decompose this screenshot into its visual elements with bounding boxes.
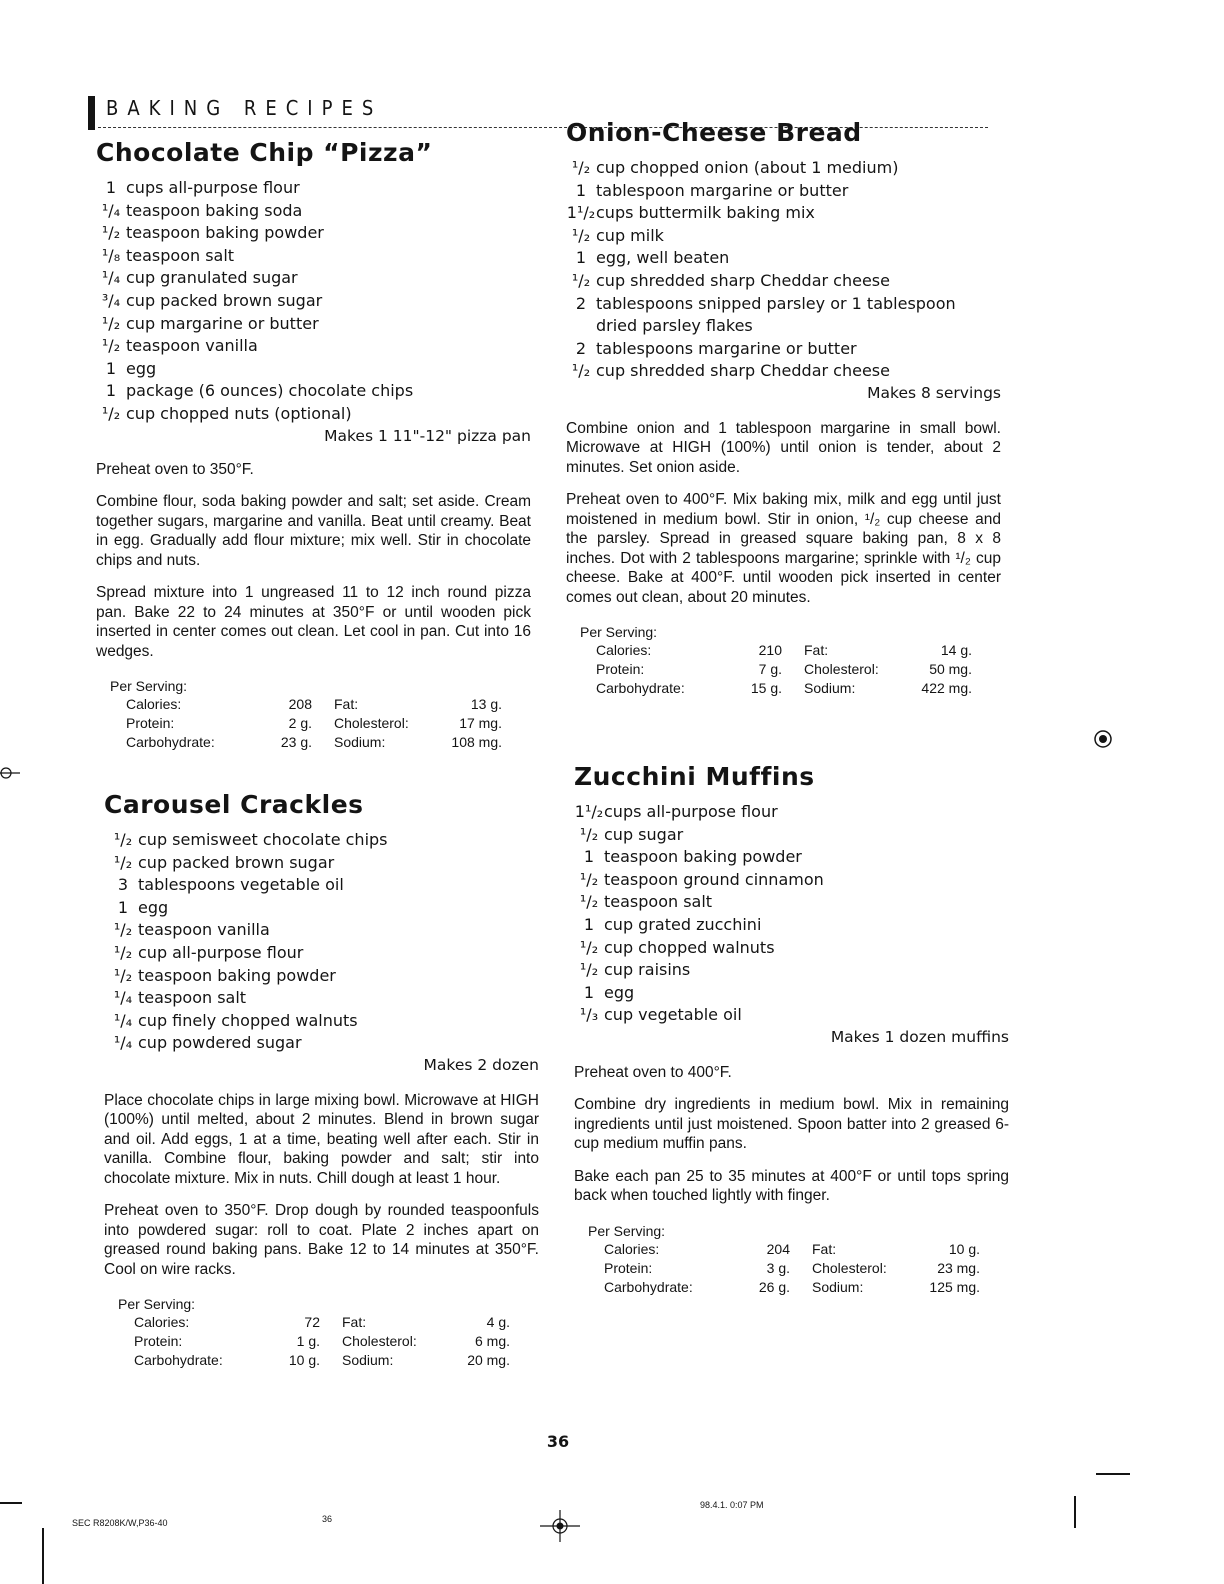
nutrient-value: 14 g.: [940, 642, 972, 659]
nutrient-label: Calories:: [134, 1314, 190, 1331]
nutrient-label: Calories:: [126, 696, 182, 713]
ingredient-quantity: ¹/₄: [101, 200, 121, 220]
crosshair-mark-icon: [540, 1510, 580, 1542]
ingredient-text: cup finely chopped walnuts: [138, 1010, 358, 1030]
recipe-step: Combine flour, soda baking powder and salt; set aside. Cream together sugars, margarine and vanilla. Beat until creamy. Beat in egg. Gradually add flour mixture; mix well. Stir in chocolate chips and nuts.: [96, 493, 531, 569]
ingredient-quantity: ³/₄: [101, 290, 121, 310]
ingredient-text: cup granulated sugar: [126, 268, 298, 288]
ingredient-item: [108, 942, 539, 965]
recipe-step: Combine dry ingredients in medium bowl. Mix in remaining ingredients until just moistened. Spoon batter into 2 greased 6-cup medium muffin pans.: [574, 1096, 1009, 1153]
header-bar: [88, 96, 95, 130]
ingredient-list: [566, 157, 1001, 383]
nutrition-row: [604, 1240, 980, 1259]
ingredient-quantity: ¹/₂: [579, 937, 599, 957]
ingredient-text: tablespoons margarine or butter: [596, 338, 857, 358]
nutrition-row: [126, 733, 502, 752]
ingredient-text: cup raisins: [604, 960, 691, 980]
ingredient-quantity: ¹/₂: [113, 830, 133, 849]
ingredient-quantity: 1¹/₂: [566, 203, 596, 223]
recipe-steps: [96, 460, 531, 662]
recipe-step: Preheat oven to 400°F.: [574, 1063, 732, 1081]
ingredient-item: [574, 869, 1009, 892]
nutrient-label: Cholesterol:: [804, 661, 879, 678]
ingredient-item: [574, 982, 1009, 1005]
ingredient-item: [566, 270, 1001, 293]
trim-mark: [42, 1528, 44, 1584]
ingredient-quantity: ¹/₂: [113, 942, 133, 962]
trim-mark: [1074, 1496, 1076, 1528]
ingredient-item: [574, 1004, 1009, 1027]
ingredient-quantity: ¹/₂: [113, 920, 133, 940]
ingredient-item: [566, 360, 1001, 383]
ingredient-text: teaspoon baking powder: [126, 223, 324, 243]
ingredient-item: [108, 874, 539, 897]
ingredient-text: cup shredded sharp Cheddar cheese: [596, 361, 890, 381]
nutrient-value: 50 mg.: [929, 661, 972, 678]
nutrient-value: 208: [288, 696, 312, 713]
ingredient-text: tablespoons snipped parsley or 1 tablespoon dried parsley flakes: [596, 293, 956, 336]
nutrient-label: Protein:: [134, 1333, 183, 1350]
nutrition-row: [596, 641, 972, 660]
ingredient-item: [574, 846, 1009, 869]
ingredient-text: teaspoon salt: [138, 988, 247, 1008]
nutrient-value: 13 g.: [470, 696, 502, 713]
ingredient-quantity: ¹/₂: [571, 361, 591, 381]
recipe-title: Onion-Cheese Bread: [566, 118, 862, 147]
ingredient-text: egg, well beaten: [596, 248, 730, 268]
nutrient-value: 17 mg.: [459, 715, 502, 732]
ingredient-item: [566, 157, 1001, 180]
ingredient-text: teaspoon vanilla: [126, 336, 258, 356]
nutrient-value: 1 g.: [296, 1333, 320, 1350]
nutrition-row: [604, 1259, 980, 1278]
ingredient-text: cups all-purpose flour: [126, 178, 300, 197]
recipe-title: Zucchini Muffins: [574, 762, 815, 791]
ingredient-quantity: ¹/₂: [101, 223, 121, 243]
recipe-steps: [104, 1091, 539, 1280]
ingredient-text: cup chopped walnuts: [604, 937, 775, 957]
nutrient-label: Carbohydrate:: [134, 1352, 223, 1369]
ingredient-quantity: 1: [583, 982, 595, 1002]
nutrition-table: [134, 1313, 510, 1370]
ingredient-quantity: ¹/₂: [579, 824, 599, 844]
nutrient-label: Fat:: [342, 1314, 367, 1331]
ingredient-item: [566, 338, 1001, 361]
ingredient-text: cup vegetable oil: [604, 1005, 742, 1025]
nutrient-label: Calories:: [604, 1240, 660, 1257]
ingredient-item: [96, 380, 531, 403]
trim-mark: [1096, 1473, 1130, 1475]
ingredient-quantity: 1: [583, 847, 595, 867]
nutrition-row: [126, 695, 502, 714]
nutrition-heading: Per Serving:: [118, 1296, 196, 1313]
nutrient-value: 422 mg.: [921, 680, 972, 697]
ingredient-text: cup sugar: [604, 824, 684, 844]
recipe-steps: [566, 419, 1001, 608]
ingredient-item: [574, 891, 1009, 914]
nutrient-value: 108 mg.: [451, 734, 502, 751]
nutrient-label: Carbohydrate:: [604, 1278, 693, 1295]
ingredient-quantity: ¹/₃: [579, 1005, 599, 1025]
trim-mark: [0, 1502, 22, 1504]
ingredient-item: [96, 177, 531, 200]
ingredient-text: tablespoon margarine or butter: [596, 180, 849, 200]
nutrient-value: 26 g.: [758, 1278, 790, 1295]
nutrient-value: 2 g.: [288, 715, 312, 732]
nutrient-label: Protein:: [596, 661, 645, 678]
ingredient-text: cup grated zucchini: [604, 914, 762, 934]
ingredient-quantity: ¹/₂: [571, 225, 591, 245]
ingredient-item: [96, 403, 531, 426]
ingredient-text: tablespoons vegetable oil: [138, 875, 344, 895]
ingredient-text: cup packed brown sugar: [126, 290, 323, 310]
nutrient-label: Fat:: [334, 696, 359, 713]
ingredient-item: [96, 335, 531, 358]
ingredient-item: [96, 290, 531, 313]
recipe-step: Preheat oven to 400°F. Mix baking mix, milk and egg until just moistened in medium bowl. Stir in onion, ¹/₂ cup cheese and the parsley. Spread in greased square baking pan, 8 x 8 inches. Dot with 2 tablespoons margarine; sprinkle with ¹/₂ cup cheese. Bake at 400°F. until wooden pick inserted in center comes out clean, about 20 minutes.: [566, 491, 1001, 606]
ingredient-text: cup milk: [596, 225, 664, 245]
ingredient-text: package (6 ounces) chocolate chips: [126, 381, 414, 401]
ingredient-quantity: ¹/₂: [101, 313, 121, 333]
ingredient-text: egg: [126, 358, 157, 378]
recipe-yield: Makes 1 dozen muffins: [830, 1027, 1009, 1046]
ingredient-quantity: ¹/₂: [113, 965, 133, 985]
ingredient-text: cup powdered sugar: [138, 1033, 302, 1053]
ingredient-text: egg: [604, 982, 635, 1002]
ingredient-text: teaspoon ground cinnamon: [604, 869, 824, 889]
nutrient-value: 4 g.: [486, 1314, 510, 1331]
nutrient-label: Sodium:: [804, 680, 856, 697]
ingredient-text: cup semisweet chocolate chips: [138, 830, 388, 849]
nutrient-value: 10 g.: [948, 1240, 980, 1257]
recipe-yield: Makes 2 dozen: [423, 1055, 539, 1074]
ingredient-list: [96, 177, 531, 426]
ingredient-quantity: ¹/₄: [113, 1033, 133, 1053]
ingredient-text: cup all-purpose flour: [138, 942, 304, 962]
ingredient-quantity: 1: [105, 178, 117, 197]
ingredient-item: [566, 293, 1001, 338]
recipe-step: Preheat oven to 350°F. Drop dough by rounded teaspoonfuls into powdered sugar: roll to coat. Plate 2 inches apart on greased round baking pans. Bake 12 to 14 minutes at 350°F. Cool on wire racks.: [104, 1202, 539, 1278]
ingredient-item: [96, 200, 531, 223]
nutrition-heading: Per Serving:: [580, 624, 658, 641]
nutrition-table: [596, 641, 972, 698]
nutrition-row: [134, 1313, 510, 1332]
nutrient-value: 23 g.: [280, 734, 312, 751]
ingredient-item: [574, 801, 1009, 824]
ingredient-quantity: ¹/₂: [579, 869, 599, 889]
ingredient-item: [108, 852, 539, 875]
ingredient-item: [566, 180, 1001, 203]
ingredient-quantity: 1: [105, 358, 117, 378]
ingredient-text: cup shredded sharp Cheddar cheese: [596, 270, 890, 290]
nutrient-label: Calories:: [596, 642, 652, 659]
nutrition-row: [134, 1332, 510, 1351]
nutrient-value: 23 mg.: [937, 1259, 980, 1276]
ingredient-text: egg: [138, 897, 169, 917]
ingredient-item: [566, 202, 1001, 225]
ingredient-quantity: ¹/₂: [571, 270, 591, 290]
ingredient-quantity: 1: [575, 248, 587, 268]
recipe-steps: [574, 1063, 1009, 1206]
ingredient-item: [574, 914, 1009, 937]
ingredient-quantity: ¹/₄: [113, 1010, 133, 1030]
recipe-title: Chocolate Chip “Pizza”: [96, 138, 433, 167]
crosshair-mark-icon: [0, 762, 22, 784]
recipe-yield: Makes 8 servings: [867, 383, 1001, 402]
nutrition-heading: Per Serving:: [588, 1222, 666, 1239]
nutrition-facts: [588, 1222, 1009, 1297]
nutrient-value: 3 g.: [766, 1259, 790, 1276]
ingredient-item: [96, 267, 531, 290]
nutrient-label: Sodium:: [342, 1352, 394, 1369]
ingredient-quantity: ¹/₂: [101, 403, 121, 423]
nutrition-table: [126, 695, 502, 752]
ingredient-quantity: ¹/₂: [101, 336, 121, 356]
nutrient-value: 210: [758, 642, 782, 659]
nutrition-facts: [110, 677, 531, 752]
ingredient-text: teaspoon salt: [604, 892, 713, 912]
ingredient-quantity: 3: [117, 875, 129, 895]
nutrient-label: Sodium:: [334, 734, 386, 751]
recipe-onion-cheese-bread: [566, 118, 1001, 698]
ingredient-quantity: ¹/₂: [571, 158, 591, 177]
ingredient-item: [96, 358, 531, 381]
recipe-step: Preheat oven to 350°F.: [96, 460, 254, 478]
recipe-carousel-crackles: [104, 790, 539, 1370]
nutrient-value: 72: [304, 1314, 320, 1331]
ingredient-quantity: ¹/₂: [579, 892, 599, 912]
ingredient-text: cups all-purpose flour: [604, 802, 778, 821]
nutrient-value: 10 g.: [288, 1352, 320, 1369]
ingredient-text: cups buttermilk baking mix: [596, 203, 815, 223]
nutrition-row: [134, 1351, 510, 1370]
recipe-zucchini-muffins: [574, 762, 1009, 1297]
ingredient-quantity: ¹/₄: [101, 268, 121, 288]
recipe-step: Place chocolate chips in large mixing bowl. Microwave at HIGH (100%) until melted, about 2 minutes. Blend in brown sugar and oil. Add eggs, 1 at a time, beating well after each. Stir in vanilla. Combine flour, baking powder and salt; stir into chocolate mixture. Mix in nuts. Chill dough at least 1 hour.: [104, 1091, 539, 1187]
ingredient-list: [108, 829, 539, 1055]
ingredient-item: [96, 313, 531, 336]
nutrient-label: Fat:: [812, 1240, 837, 1257]
nutrition-row: [596, 679, 972, 698]
ingredient-list: [574, 801, 1009, 1027]
nutrition-facts: [118, 1295, 539, 1370]
ingredient-item: [108, 965, 539, 988]
ingredient-text: teaspoon baking soda: [126, 200, 303, 220]
nutrient-label: Cholesterol:: [812, 1259, 887, 1276]
ingredient-item: [96, 245, 531, 268]
nutrient-value: 20 mg.: [467, 1352, 510, 1369]
ingredient-quantity: ¹/₂: [113, 852, 133, 872]
footer-page: 36: [322, 1514, 333, 1524]
nutrient-label: Sodium:: [812, 1278, 864, 1295]
ingredient-quantity: 1¹/₂: [574, 802, 604, 821]
nutrition-table: [604, 1240, 980, 1297]
recipe-yield: Makes 1 11"-12" pizza pan: [324, 426, 531, 445]
ingredient-item: [108, 897, 539, 920]
ingredient-quantity: ¹/₄: [113, 988, 133, 1008]
recipe-step: Bake each pan 25 to 35 minutes at 400°F or until tops spring back when touched lightly with finger.: [574, 1167, 1009, 1205]
nutrition-row: [126, 714, 502, 733]
nutrient-value: 204: [766, 1240, 790, 1257]
ingredient-item: [574, 959, 1009, 982]
ingredient-item: [108, 1032, 539, 1055]
recipe-chocolate-chip-pizza: [96, 138, 531, 752]
footer-date: 98.4.1. 0:07 PM: [700, 1500, 764, 1510]
ingredient-quantity: ¹/₂: [579, 960, 599, 980]
nutrition-heading: Per Serving:: [110, 678, 188, 695]
nutrient-value: 15 g.: [750, 680, 782, 697]
ingredient-item: [96, 222, 531, 245]
ingredient-item: [108, 987, 539, 1010]
ingredient-quantity: 1: [117, 897, 129, 917]
nutrient-label: Cholesterol:: [334, 715, 409, 732]
nutrient-value: 125 mg.: [929, 1278, 980, 1295]
nutrition-row: [596, 660, 972, 679]
registration-mark-icon: [1092, 728, 1114, 750]
section-header-label: BAKING RECIPES: [106, 96, 383, 120]
ingredient-text: cup margarine or butter: [126, 313, 319, 333]
ingredient-item: [574, 824, 1009, 847]
nutrition-row: [604, 1278, 980, 1297]
ingredient-item: [108, 919, 539, 942]
nutrient-label: Carbohydrate:: [126, 734, 215, 751]
ingredient-item: [566, 225, 1001, 248]
ingredient-text: cup chopped onion (about 1 medium): [596, 158, 899, 177]
nutrient-label: Cholesterol:: [342, 1333, 417, 1350]
nutrient-label: Protein:: [126, 715, 175, 732]
nutrient-label: Fat:: [804, 642, 829, 659]
ingredient-text: teaspoon baking powder: [138, 965, 336, 985]
ingredient-quantity: 2: [575, 293, 587, 313]
recipe-title: Carousel Crackles: [104, 790, 364, 819]
ingredient-text: teaspoon baking powder: [604, 847, 802, 867]
ingredient-item: [108, 829, 539, 852]
nutrient-value: 7 g.: [758, 661, 782, 678]
ingredient-text: cup packed brown sugar: [138, 852, 335, 872]
recipe-step: Combine onion and 1 tablespoon margarine in small bowl. Microwave at HIGH (100%) until onion is tender, about 2 minutes. Set onion aside.: [566, 419, 1001, 476]
nutrient-value: 6 mg.: [474, 1333, 510, 1350]
ingredient-text: teaspoon salt: [126, 245, 235, 265]
ingredient-text: teaspoon vanilla: [138, 920, 270, 940]
nutrient-label: Carbohydrate:: [596, 680, 685, 697]
ingredient-item: [574, 937, 1009, 960]
ingredient-quantity: 1: [575, 180, 587, 200]
recipe-step: Spread mixture into 1 ungreased 11 to 12 inch round pizza pan. Bake 22 to 24 minutes at 350°F or until wooden pick inserted in center comes out clean. Let cool in pan. Cut into 16 wedges.: [96, 584, 531, 660]
page-number: 36: [546, 1432, 570, 1451]
ingredient-quantity: ¹/₈: [101, 245, 121, 265]
footer-file-code: SEC R8208K/W,P36-40: [72, 1518, 168, 1528]
ingredient-quantity: 2: [575, 338, 587, 358]
ingredient-quantity: 1: [105, 381, 117, 401]
ingredient-text: cup chopped nuts (optional): [126, 403, 352, 423]
ingredient-item: [566, 247, 1001, 270]
ingredient-item: [108, 1010, 539, 1033]
nutrient-label: Protein:: [604, 1259, 653, 1276]
nutrition-facts: [580, 623, 1001, 698]
ingredient-quantity: 1: [583, 914, 595, 934]
